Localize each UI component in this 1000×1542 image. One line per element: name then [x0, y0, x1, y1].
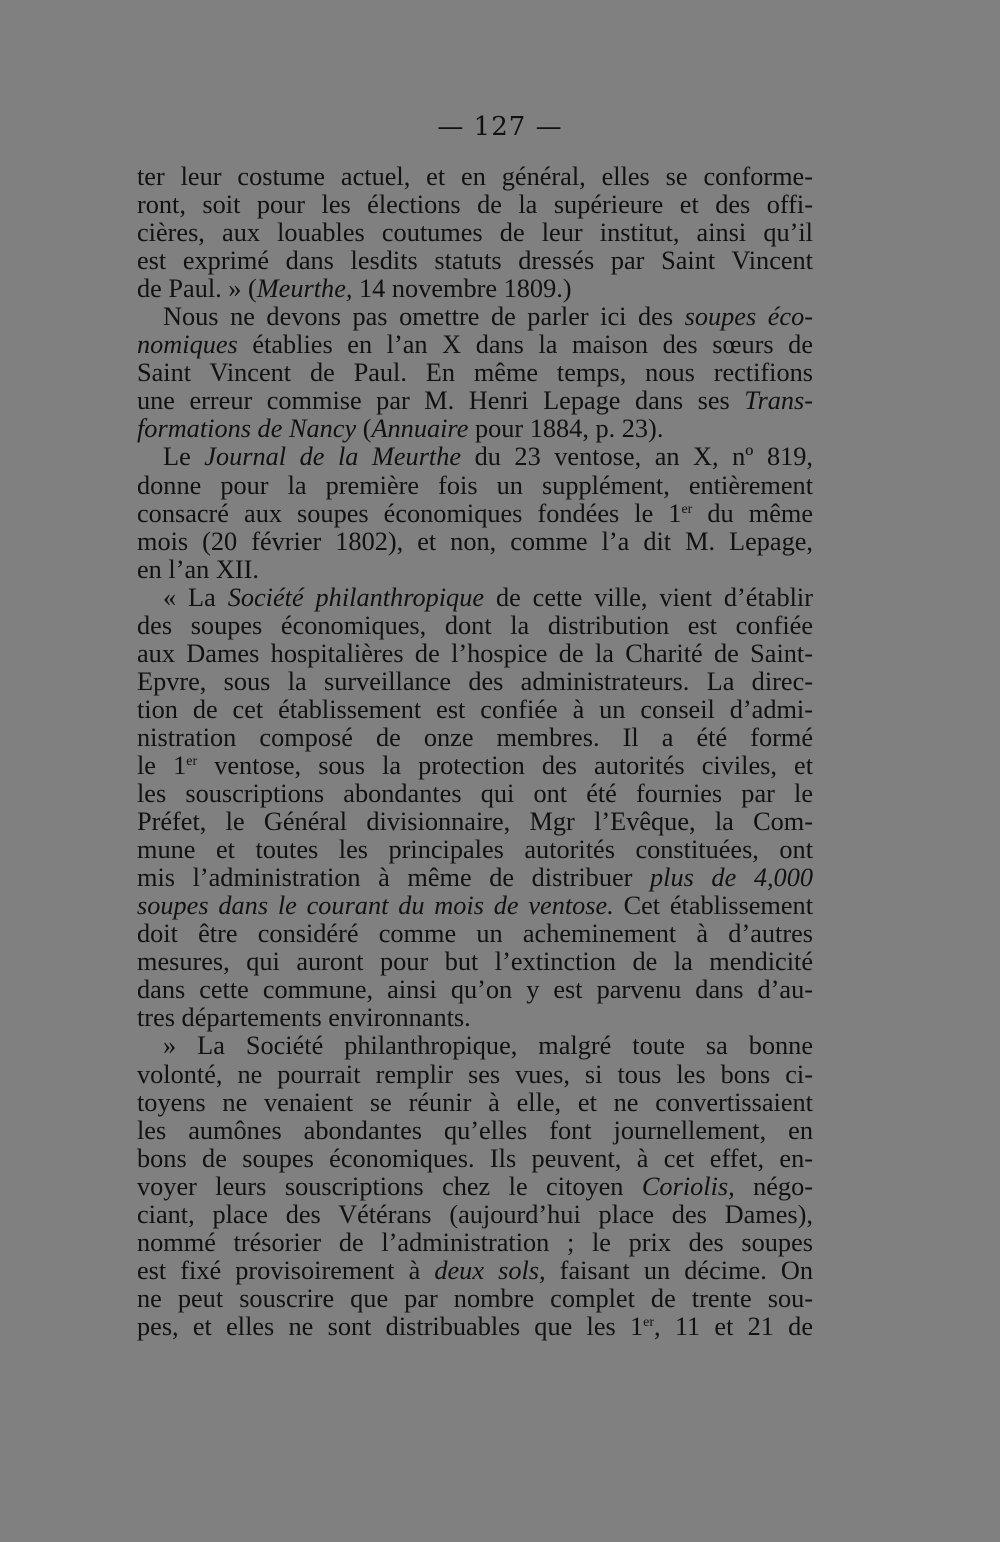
- text-run: les aumônes abondantes qu’elles font journellement, en: [137, 1115, 813, 1145]
- italic-text: Journal de la Meurthe: [204, 442, 462, 472]
- text-line: [137, 275, 813, 303]
- text-run: pour 1884, p. 23).: [468, 414, 664, 444]
- text-run: négo-: [734, 1171, 813, 1201]
- text-line: [137, 247, 813, 275]
- text-line: [137, 1061, 813, 1089]
- text-run: 14 novembre 1809.): [352, 274, 572, 304]
- text-line: [137, 556, 813, 584]
- text-line: [137, 668, 813, 696]
- text-line: [137, 415, 813, 443]
- italic-text: formations de Nancy: [137, 414, 357, 444]
- text-line: [137, 948, 813, 976]
- text-run: cières, aux louables coutumes de leur institut, ainsi qu’il: [137, 218, 813, 248]
- text-run: établies en l’an X dans la maison des sœurs de: [237, 330, 813, 360]
- text-run: consacré aux soupes économiques fondées le 1: [137, 498, 682, 528]
- superscript: er: [681, 501, 693, 517]
- text-line: [137, 1173, 813, 1201]
- text-run: ter leur costume actuel, et en général, elles se conforme-: [137, 162, 813, 191]
- text-line: [137, 1201, 813, 1229]
- text-run: volonté, ne pourrait remplir ses vues, si tous les bons ci-: [137, 1059, 813, 1089]
- text-run: de cette ville, vient d’établir: [484, 582, 813, 612]
- text-run: de Paul. » (: [137, 274, 257, 304]
- text-run: une erreur commise par M. Henri Lepage dans ses: [137, 386, 745, 416]
- text-line: [137, 976, 813, 1004]
- body-text: [137, 163, 813, 1341]
- text-run: aux Dames hospitalières de l’hospice de la Charité de Saint-: [137, 638, 813, 668]
- text-line: [137, 1257, 813, 1285]
- text-run: est fixé provisoirement à: [137, 1255, 435, 1285]
- text-line: [137, 892, 813, 920]
- text-line: [137, 780, 813, 808]
- text-line: [137, 920, 813, 948]
- text-run: nommé trésorier de l’administration ; le prix des soupes: [137, 1227, 813, 1257]
- text-run: , 11 et 21 de: [654, 1311, 814, 1341]
- text-run: ventose, sous la protection des autorités civiles, et: [197, 750, 813, 780]
- text-line: [137, 640, 813, 668]
- text-line: [137, 219, 813, 247]
- text-line: [137, 1004, 813, 1032]
- italic-text: soupes éco-: [684, 302, 813, 332]
- text-line: [137, 472, 813, 500]
- italic-text: plus de 4,000: [650, 863, 813, 893]
- text-line: [137, 303, 813, 331]
- text-run: les souscriptions abondantes qui ont été fournies par le: [137, 779, 813, 809]
- text-run: des soupes économiques, dont la distribution est confiée: [137, 610, 813, 640]
- text-run: donne pour la première fois un supplément, entièrement: [137, 470, 813, 500]
- text-run: mois (20 février 1802), et non, comme l’a dit M. Lepage,: [137, 526, 813, 556]
- italic-text: Coriolis,: [641, 1171, 735, 1201]
- text-line: [137, 359, 813, 387]
- text-run: du 23 ventose, an X, nº 819,: [461, 442, 814, 472]
- page-number: — 127 —: [437, 112, 563, 142]
- text-run: Préfet, le Général divisionnaire, Mgr l’Evêque, la Com-: [137, 807, 813, 837]
- superscript: er: [186, 753, 198, 769]
- text-run: ront, soit pour les élections de la supérieure et des offi-: [137, 190, 813, 220]
- text-run: tion de cet établissement est confiée à un conseil d’admi-: [137, 694, 813, 724]
- text-run: en l’an XII.: [137, 554, 259, 584]
- text-run: nistration composé de onze membres. Il a été formé: [137, 722, 813, 752]
- text-run: le 1: [137, 750, 187, 780]
- text-line: [137, 1089, 813, 1117]
- italic-text: soupes dans le courant du mois de ventose.: [137, 891, 614, 921]
- text-run: du même: [692, 498, 813, 528]
- italic-text: Annuaire: [371, 414, 469, 444]
- text-run: (: [356, 414, 372, 444]
- text-line: [137, 836, 813, 864]
- text-line: [137, 1145, 813, 1173]
- text-run: Epvre, sous la surveillance des administrateurs. La direc-: [137, 666, 813, 696]
- text-line: [137, 191, 813, 219]
- text-run: Saint Vincent de Paul. En même temps, nous rectifions: [137, 358, 813, 388]
- italic-text: Trans-: [744, 386, 813, 416]
- text-run: faisant un décime. On: [545, 1255, 813, 1285]
- italic-text: Meurthe,: [256, 274, 353, 304]
- text-line: [137, 612, 813, 640]
- text-run: » La Société philanthropique, malgré toute sa bonne: [163, 1031, 813, 1061]
- text-line: [137, 1032, 813, 1060]
- text-line: [137, 808, 813, 836]
- text-line: [137, 584, 813, 612]
- text-line: [137, 331, 813, 359]
- text-line: [137, 724, 813, 752]
- text-line: [137, 864, 813, 892]
- text-line: [137, 1229, 813, 1257]
- text-line: [137, 696, 813, 724]
- text-line: [137, 528, 813, 556]
- text-run: bons de soupes économiques. Ils peuvent, à cet effet, en-: [137, 1143, 813, 1173]
- text-run: doit être considéré comme un acheminement à d’autres: [137, 919, 813, 949]
- text-run: est exprimé dans lesdits statuts dressés par Saint Vincent: [137, 246, 813, 276]
- text-run: dans cette commune, ainsi qu’on y est parvenu dans d’au-: [137, 975, 813, 1005]
- text-run: ne peut souscrire que par nombre complet de trente sou-: [137, 1283, 813, 1313]
- text-run: « La: [163, 582, 228, 612]
- italic-text: deux sols,: [434, 1255, 546, 1285]
- text-run: Le: [163, 442, 205, 472]
- text-line: [137, 443, 813, 471]
- text-line: [137, 1313, 813, 1341]
- text-run: mis l’administration à même de distribuer: [137, 863, 650, 893]
- superscript: er: [643, 1314, 655, 1330]
- text-run: pes, et elles ne sont distribuables que les 1: [137, 1311, 644, 1341]
- text-run: mesures, qui auront pour but l’extinction de la mendicité: [137, 947, 813, 977]
- italic-text: nomiques: [137, 330, 238, 360]
- text-line: [137, 752, 813, 780]
- text-line: [137, 1117, 813, 1145]
- text-line: [137, 1285, 813, 1313]
- text-run: Cet établissement: [613, 891, 814, 921]
- text-line: [137, 163, 813, 191]
- text-run: toyens ne venaient se réunir à elle, et ne convertissaient: [137, 1087, 813, 1117]
- text-run: tres départements environnants.: [137, 1003, 471, 1033]
- italic-text: Société philanthropique: [227, 582, 485, 612]
- text-run: ciant, place des Vétérans (aujourd’hui place des Dames),: [137, 1199, 813, 1229]
- text-run: voyer leurs souscriptions chez le citoyen: [137, 1171, 642, 1201]
- text-run: mune et toutes les principales autorités constituées, ont: [137, 835, 813, 865]
- text-run: Nous ne devons pas omettre de parler ici des: [163, 302, 685, 332]
- text-line: [137, 500, 813, 528]
- text-line: [137, 387, 813, 415]
